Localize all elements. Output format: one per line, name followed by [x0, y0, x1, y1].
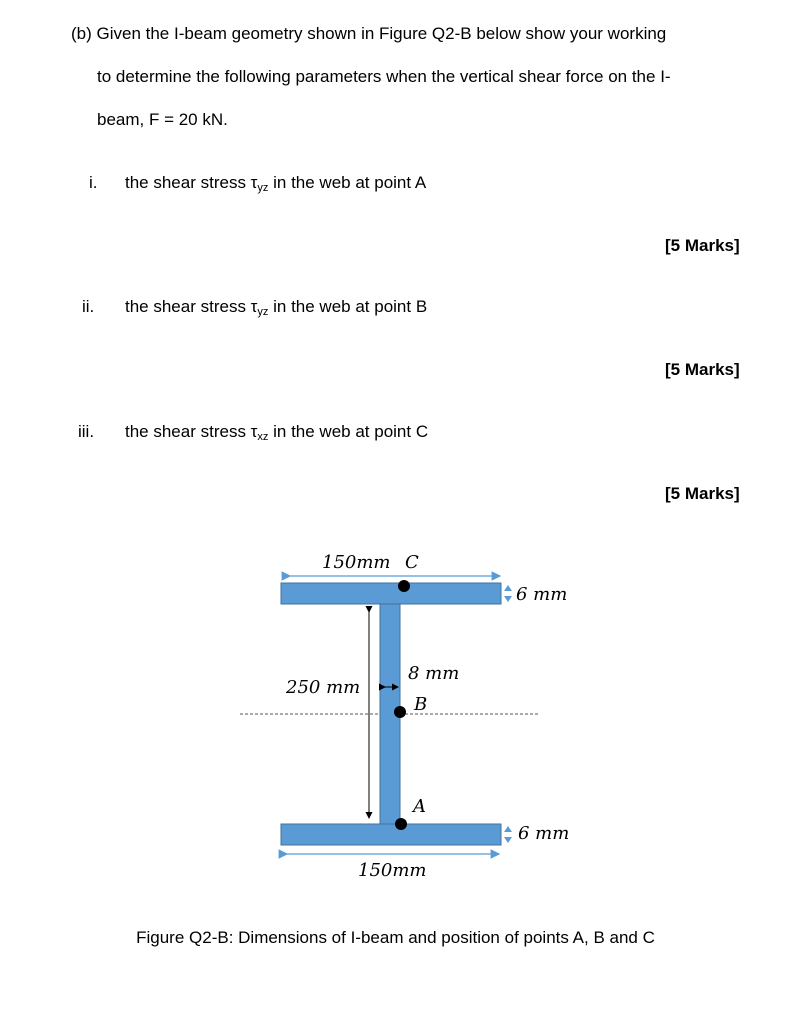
item-number: iii. [78, 422, 95, 441]
item-text-post: in the web at point B [268, 297, 428, 316]
top-flange-thickness-label: 6 mm [516, 584, 568, 605]
bottom-flange-thickness-label: 6 mm [518, 823, 570, 844]
point-c-marker [398, 580, 410, 592]
item-number: ii. [82, 297, 95, 316]
point-a-marker [395, 818, 407, 830]
item-text-pre: the shear stress τ [125, 173, 258, 192]
item-marks: [5 Marks] [665, 360, 740, 379]
item-marks: [5 Marks] [665, 484, 740, 503]
top-flange-thickness-icon [504, 585, 512, 602]
bottom-flange-thickness-icon [504, 826, 512, 843]
item-marks: [5 Marks] [665, 236, 740, 255]
point-a-label: A [413, 796, 426, 817]
item-subscript: yz [257, 306, 269, 318]
figure-caption: Figure Q2-B: Dimensions of I-beam and position of points A, B and C [136, 928, 655, 947]
question-line-3: beam, F = 20 kN. [97, 110, 228, 129]
bottom-width-label: 150mm [358, 860, 427, 881]
item-text-pre: the shear stress τ [125, 422, 258, 441]
point-c-label: C [405, 552, 419, 573]
item-text-post: in the web at point A [268, 173, 427, 192]
point-b-marker [394, 706, 406, 718]
question-line-1: (b) Given the I-beam geometry shown in Figure Q2-B below show your working [71, 24, 667, 43]
item-text-post: in the web at point C [268, 422, 429, 441]
point-b-label: B [414, 694, 428, 715]
top-width-label: 150mm [322, 552, 391, 573]
top-flange [281, 583, 501, 604]
item-number: i. [89, 173, 98, 192]
item-subscript: yz [257, 182, 269, 194]
item-text-pre: the shear stress τ [125, 297, 258, 316]
question-line-2: to determine the following parameters when the vertical shear force on the I- [97, 67, 671, 86]
height-label: 250 mm [286, 677, 361, 698]
bottom-flange [281, 824, 501, 845]
web-thickness-label: 8 mm [408, 663, 460, 684]
item-subscript: xz [257, 431, 269, 443]
